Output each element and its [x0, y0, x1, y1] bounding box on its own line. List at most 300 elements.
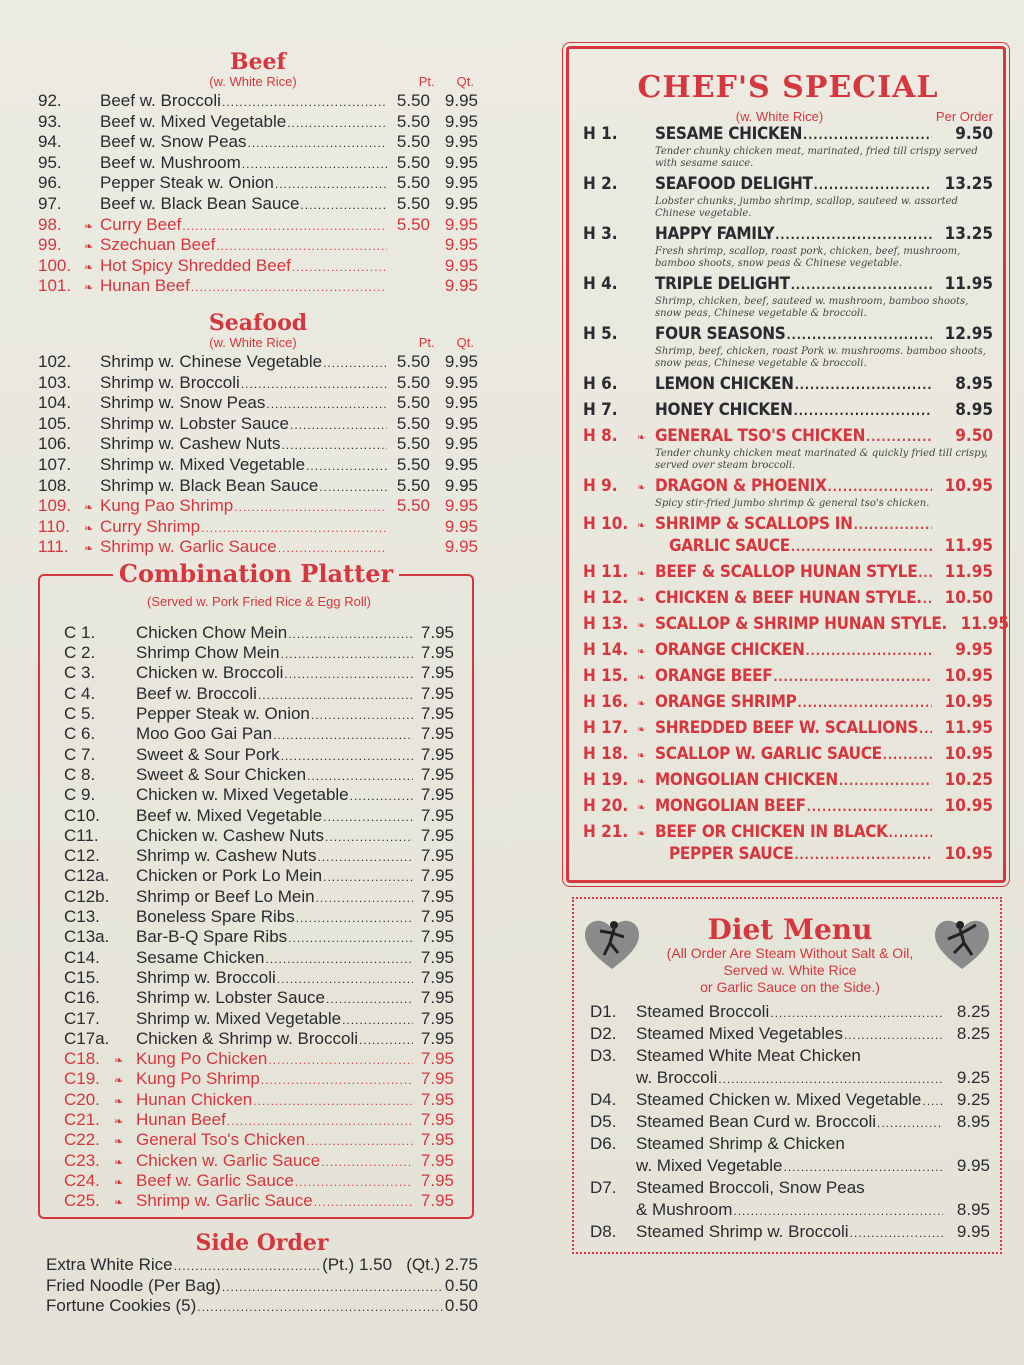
item-price: 8.95 [955, 374, 993, 394]
item-name: Curry Shrimp [100, 516, 201, 536]
item-number: C12a. [64, 866, 110, 886]
leader-dots [296, 907, 413, 927]
item-number: 98. [38, 214, 62, 234]
quart-price: 9.95 [444, 496, 478, 516]
chili-pepper-icon: ❧ [84, 282, 94, 295]
dancer-heart-icon [930, 911, 994, 975]
item-number: D8. [590, 1222, 617, 1241]
item-name: Shrimp w. Cashew Nuts [136, 846, 317, 866]
chef-item-row [583, 124, 993, 146]
item-name: Hunan Beef [136, 1110, 226, 1129]
item-name: Shrimp w. Mixed Vegetable [136, 1008, 342, 1028]
leader-dots [794, 844, 932, 864]
leader-dots [182, 215, 387, 235]
item-price: 8.95 [956, 1200, 990, 1219]
chefs-special-title: CHEF'S SPECIAL [637, 70, 939, 105]
quart-price: 9.95 [444, 173, 478, 193]
seafood-title: Seafood [208, 309, 308, 336]
leader-dots [919, 718, 932, 738]
item-number: C10. [64, 805, 100, 825]
leader-dots [222, 1276, 444, 1296]
item-price: 7.95 [420, 988, 454, 1008]
pint-price: 5.50 [396, 454, 430, 474]
leader-dots [191, 276, 387, 296]
item-name: Shrimp w. Black Bean Sauce [100, 475, 319, 495]
list-item [38, 91, 478, 112]
item-price: 13.25 [944, 174, 993, 194]
side-order-title: Side Order [195, 1230, 329, 1257]
chef-item-continuation [583, 844, 993, 866]
chili-pepper-icon: ❧ [637, 723, 646, 736]
item-number: H 9. [583, 476, 618, 496]
seafood-list [38, 352, 478, 558]
list-item [583, 796, 993, 818]
item-name: SESAME CHICKEN [655, 124, 803, 144]
list-item [583, 718, 993, 740]
item-number: C 5. [64, 704, 96, 724]
item-name: ORANGE CHICKEN [655, 640, 805, 660]
leader-dots [174, 1255, 322, 1275]
list-item [38, 393, 478, 414]
item-number: C21. [64, 1110, 100, 1129]
leader-dots [261, 1069, 413, 1089]
list-item [64, 785, 454, 805]
leader-dots [770, 1002, 943, 1022]
item-name: Shrimp w. Broccoli [136, 967, 276, 987]
item-number: H 7. [583, 400, 618, 420]
diet-note-1: (All Order Are Steam Without Salt & Oil, [666, 945, 914, 961]
item-price: 9.95 [956, 1156, 990, 1175]
leader-dots [794, 400, 932, 420]
leader-dots [321, 1151, 413, 1171]
item-price: 10.95 [944, 666, 993, 686]
chef-item-row [583, 174, 993, 196]
leader-dots [795, 374, 932, 394]
beef-note: (w. White Rice) [209, 74, 297, 89]
item-number: C18. [64, 1049, 100, 1069]
item-name: ORANGE BEEF [655, 666, 773, 686]
item-number: D4. [590, 1090, 617, 1109]
item-name: GENERAL TSO'S CHICKEN [655, 426, 866, 446]
leader-dots [242, 153, 387, 173]
item-name: Steamed Mixed Vegetables [636, 1024, 843, 1043]
chef-item-row [583, 666, 993, 688]
item-name: Kung Po Chicken [136, 1049, 268, 1069]
item-number: 107. [38, 454, 72, 474]
quart-price: 9.95 [444, 111, 478, 131]
list-item [590, 1024, 990, 1046]
item-name: Chicken & Shrimp w. Broccoli [136, 1028, 359, 1048]
list-item [46, 1276, 478, 1297]
item-description: Fresh shrimp, scallop, roast pork, chicken, beef, mushroom, bamboo shoots, snow peas & Chinese vegetable. [655, 246, 961, 269]
item-number: H 6. [583, 374, 618, 394]
item-price: 7.95 [420, 1008, 454, 1028]
leader-dots [323, 866, 413, 886]
item-name: BEEF OR CHICKEN IN BLACK [655, 822, 888, 842]
leader-dots [326, 988, 413, 1008]
chili-pepper-icon: ❧ [637, 431, 646, 444]
chili-pepper-icon: ❧ [114, 1075, 124, 1088]
chili-pepper-icon: ❧ [84, 261, 94, 274]
list-item [64, 1069, 454, 1089]
chef-item-row [583, 640, 993, 662]
item-number: H 15. [583, 666, 629, 686]
pint-price: 5.50 [396, 372, 430, 392]
leader-dots [266, 948, 413, 968]
item-name: Beef w. Mushroom [100, 152, 241, 172]
item-number: H 21. [583, 822, 629, 842]
pint-price: 5.50 [396, 173, 430, 193]
item-number: D7. [590, 1178, 617, 1197]
chili-pepper-icon: ❧ [637, 593, 646, 606]
list-item [583, 640, 993, 662]
item-number: 103. [38, 372, 72, 392]
item-name: Pepper Steak w. Onion [136, 704, 310, 724]
item-name: SEAFOOD DELIGHT [655, 174, 813, 194]
list-item [583, 174, 993, 220]
leader-dots [787, 324, 933, 344]
item-price: 7.95 [420, 643, 454, 663]
item-price: 11.95 [944, 536, 993, 556]
item-name: Chicken w. Cashew Nuts [136, 825, 325, 845]
item-number: 104. [38, 393, 72, 413]
item-name: Beef w. Garlic Sauce [136, 1170, 294, 1190]
item-price: 9.25 [956, 1090, 990, 1109]
item-price: 10.95 [944, 476, 993, 496]
list-item [583, 744, 993, 766]
item-number: H 14. [583, 640, 629, 660]
leader-dots [844, 1024, 943, 1044]
item-price: 7.95 [420, 805, 454, 825]
item-number: H 1. [583, 124, 618, 144]
list-item [38, 455, 478, 476]
leader-dots [319, 476, 387, 496]
pint-price: 5.50 [396, 413, 430, 433]
chef-item-row [583, 374, 993, 396]
quart-price: 9.95 [444, 454, 478, 474]
list-item [590, 1112, 990, 1134]
item-number: 99. [38, 235, 62, 255]
quart-price: 9.95 [444, 276, 478, 296]
combination-title: Combination Platter [113, 559, 399, 588]
item-name: Steamed Chicken w. Mixed Vegetable [636, 1090, 922, 1109]
leader-dots [918, 562, 932, 582]
list-item [64, 1130, 454, 1150]
item-name: Bar-B-Q Spare Ribs [136, 927, 288, 947]
item-number: 105. [38, 413, 72, 433]
list-item [64, 968, 454, 988]
item-price: 7.95 [420, 907, 454, 927]
list-item [38, 256, 478, 277]
item-price: 7.95 [420, 947, 454, 967]
pint-price: 5.50 [396, 434, 430, 454]
item-number: 108. [38, 475, 72, 495]
item-name: SHREDDED BEEF W. SCALLIONS [655, 718, 919, 738]
leader-dots [922, 1090, 943, 1110]
item-number: C 1. [64, 622, 96, 642]
quart-price: 9.95 [444, 516, 478, 536]
list-item [64, 704, 454, 724]
list-item [583, 692, 993, 714]
item-name: Boneless Spare Ribs [136, 907, 295, 927]
chili-pepper-icon: ❧ [114, 1095, 124, 1108]
seafood-col-qt: Qt. [456, 334, 474, 350]
left-column [38, 50, 478, 1317]
item-name: Sesame Chicken [136, 947, 265, 967]
list-item [64, 765, 454, 785]
leader-dots [803, 124, 932, 144]
leader-dots [798, 692, 932, 712]
leader-dots [317, 846, 413, 866]
item-number: C 8. [64, 764, 96, 784]
list-item [38, 414, 478, 435]
item-price: 9.25 [956, 1068, 990, 1087]
item-name: HAPPY FAMILY [655, 224, 775, 244]
item-name: Steamed Shrimp & Chicken [636, 1134, 845, 1153]
item-name: Hunan Beef [100, 276, 190, 296]
chili-pepper-icon: ❧ [114, 1176, 124, 1189]
leader-dots [201, 517, 387, 537]
item-name: Steamed Broccoli [636, 1002, 770, 1021]
item-name: Beef w. Black Bean Sauce [100, 193, 300, 213]
item-name: Fortune Cookies (5) [46, 1296, 197, 1316]
item-price: 8.25 [956, 1024, 990, 1043]
seafood-note: (w. White Rice) [209, 334, 297, 350]
list-item [38, 352, 478, 373]
item-name: Shrimp w. Chinese Vegetable [100, 351, 323, 371]
leader-dots [323, 352, 387, 372]
item-number: H 2. [583, 174, 618, 194]
item-number: 93. [38, 111, 62, 131]
list-item [64, 745, 454, 765]
item-number: C12b. [64, 886, 110, 906]
item-price: 10.95 [944, 796, 993, 816]
leader-dots [197, 1296, 444, 1316]
item-price: 7.95 [420, 927, 454, 947]
leader-dots [266, 393, 387, 413]
chef-item-row [583, 692, 993, 714]
item-name: Curry Beef [100, 214, 182, 234]
item-price: 7.95 [420, 683, 454, 703]
list-item [590, 1090, 990, 1112]
item-name: Pepper Steak w. Onion [100, 173, 274, 193]
item-price: 7.95 [420, 1049, 454, 1069]
item-name: Beef w. Mixed Vegetable [136, 805, 323, 825]
chef-item-row [583, 562, 993, 584]
item-name: Steamed Bean Curd w. Broccoli [636, 1112, 877, 1131]
leader-dots [314, 1191, 413, 1211]
item-number: H 3. [583, 224, 618, 244]
quart-price: 9.95 [444, 475, 478, 495]
item-price: 10.95 [944, 844, 993, 864]
leader-dots [718, 1068, 943, 1088]
list-item [38, 235, 478, 256]
list-item [64, 846, 454, 866]
item-number: H 4. [583, 274, 618, 294]
item-number: 109. [38, 496, 72, 516]
diet-menu-title: Diet Menu [707, 913, 873, 946]
quart-price: 9.95 [444, 214, 478, 234]
item-name: Szechuan Beef [100, 235, 216, 255]
item-name: MONGOLIAN CHICKEN [655, 770, 838, 790]
item-name: Shrimp w. Garlic Sauce [100, 537, 277, 557]
list-item [583, 324, 993, 370]
item-name: Fried Noodle (Per Bag) [46, 1275, 221, 1295]
beef-col-qt: Qt. [456, 74, 474, 89]
item-number: C12. [64, 846, 100, 866]
item-number: 111. [38, 537, 69, 557]
leader-dots [791, 536, 932, 556]
item-name: Beef w. Broccoli [100, 91, 221, 110]
chef-item-row [583, 770, 993, 792]
list-item [64, 1151, 454, 1171]
leader-dots [316, 887, 413, 907]
list-item [64, 948, 454, 968]
item-name: Chicken Chow Mein [136, 622, 288, 642]
leader-dots [227, 1110, 413, 1130]
combination-note: (Served w. Pork Fried Rice & Egg Roll) [147, 593, 371, 609]
chili-pepper-icon: ❧ [637, 519, 646, 532]
list-item [64, 663, 454, 683]
list-item [64, 927, 454, 947]
chef-item-row [583, 324, 993, 346]
leader-dots [292, 256, 387, 276]
leader-dots [253, 1090, 413, 1110]
leader-dots [241, 373, 387, 393]
item-name: HONEY CHICKEN [655, 400, 793, 420]
item-number: C24. [64, 1170, 100, 1190]
chef-item-row [583, 400, 993, 422]
list-item [583, 476, 993, 510]
item-name: Sweet & Sour Chicken [136, 764, 307, 784]
pint-price: 5.50 [396, 91, 430, 110]
leader-dots [350, 785, 413, 805]
chef-item-row [583, 426, 993, 448]
item-name: Chicken or Pork Lo Mein [136, 866, 323, 886]
item-price: 11.95 [944, 562, 993, 582]
list-item [583, 614, 1009, 636]
quart-price: 9.95 [444, 91, 478, 110]
chef-item-row [583, 796, 993, 818]
item-price: 7.95 [420, 1069, 454, 1089]
item-number: 102. [38, 351, 72, 371]
item-price: 9.95 [956, 1222, 990, 1241]
leader-dots [359, 1029, 413, 1049]
item-name: Shrimp w. Mixed Vegetable [100, 454, 306, 474]
leader-dots [323, 806, 413, 826]
item-price: 8.25 [956, 1002, 990, 1021]
item-name: SHRIMP & SCALLOPS IN [655, 514, 853, 534]
item-number: 110. [38, 516, 70, 536]
item-price: 10.95 [944, 692, 993, 712]
item-name-continued: & Mushroom [636, 1200, 733, 1219]
chili-pepper-icon: ❧ [637, 645, 646, 658]
item-name-continued: w. Broccoli [636, 1068, 718, 1087]
list-item [38, 215, 478, 236]
quart-price: 9.95 [444, 132, 478, 152]
item-price: 7.95 [420, 764, 454, 784]
leader-dots [923, 588, 932, 608]
item-number: C23. [64, 1150, 100, 1170]
item-price: 8.95 [956, 1112, 990, 1131]
chef-item-row [583, 744, 993, 766]
leader-dots [268, 1049, 413, 1069]
pint-price: 5.50 [396, 111, 430, 131]
leader-dots [839, 770, 932, 790]
item-number: H 16. [583, 692, 629, 712]
item-number: H 17. [583, 718, 629, 738]
item-name: SCALLOP & SHRIMP HUNAN STYLE. [655, 614, 947, 634]
item-number: D1. [590, 1002, 617, 1021]
chef-item-row [583, 614, 1009, 636]
item-number: C 4. [64, 683, 96, 703]
leader-dots [814, 174, 932, 194]
item-number: D3. [590, 1046, 617, 1065]
beef-list [38, 91, 478, 297]
list-item [64, 1191, 454, 1211]
chili-pepper-icon: ❧ [84, 241, 94, 254]
list-item [583, 400, 993, 422]
leader-dots [889, 822, 932, 842]
leader-dots [300, 194, 387, 214]
item-price: 10.50 [944, 588, 993, 608]
leader-dots [216, 235, 387, 255]
quart-price: 9.95 [444, 413, 478, 433]
item-price: 11.95 [944, 718, 993, 738]
list-item [64, 1171, 454, 1191]
item-name: ORANGE SHRIMP [655, 692, 797, 712]
leader-dots [850, 1222, 943, 1242]
item-name: MONGOLIAN BEEF [655, 796, 806, 816]
list-item [38, 537, 478, 558]
seafood-col-pt: Pt. [418, 334, 435, 350]
item-name: Hot Spicy Shredded Beef [100, 255, 291, 275]
chili-pepper-icon: ❧ [637, 697, 646, 710]
list-item [64, 684, 454, 704]
side-order-section [46, 1231, 478, 1317]
item-name: BEEF & SCALLOP HUNAN STYLE [655, 562, 918, 582]
list-item [46, 1296, 478, 1317]
item-description: Lobster chunks, jumbo shrimp, scallop, sauteed w. assorted Chinese vegetable. [655, 196, 958, 219]
chili-pepper-icon: ❧ [637, 801, 646, 814]
leader-dots [306, 1130, 413, 1150]
item-name: Moo Goo Gai Pan [136, 724, 273, 744]
chef-item-row [583, 274, 993, 296]
item-name: General Tso's Chicken [136, 1130, 306, 1150]
item-number: 100. [38, 255, 72, 275]
item-name: Kung Pao Shrimp [100, 496, 234, 516]
list-item [583, 514, 993, 558]
item-price: 7.95 [420, 967, 454, 987]
list-item [38, 173, 478, 194]
item-name: Extra White Rice [46, 1255, 173, 1275]
list-item [38, 476, 478, 497]
list-item [38, 517, 478, 538]
item-number: D6. [590, 1134, 617, 1153]
item-name: Shrimp or Beef Lo Mein [136, 886, 315, 906]
item-name: DRAGON & PHOENIX [655, 476, 827, 496]
item-description: Spicy stir-fried jumbo shrimp & general tso's chicken. [655, 498, 930, 509]
list-item [583, 770, 993, 792]
list-item [64, 806, 454, 826]
leader-dots [222, 91, 387, 111]
item-price: 7.95 [420, 663, 454, 683]
list-item [590, 1134, 990, 1156]
list-item [38, 373, 478, 394]
list-item [583, 666, 993, 688]
leader-dots [281, 434, 387, 454]
item-price: 7.95 [420, 704, 454, 724]
